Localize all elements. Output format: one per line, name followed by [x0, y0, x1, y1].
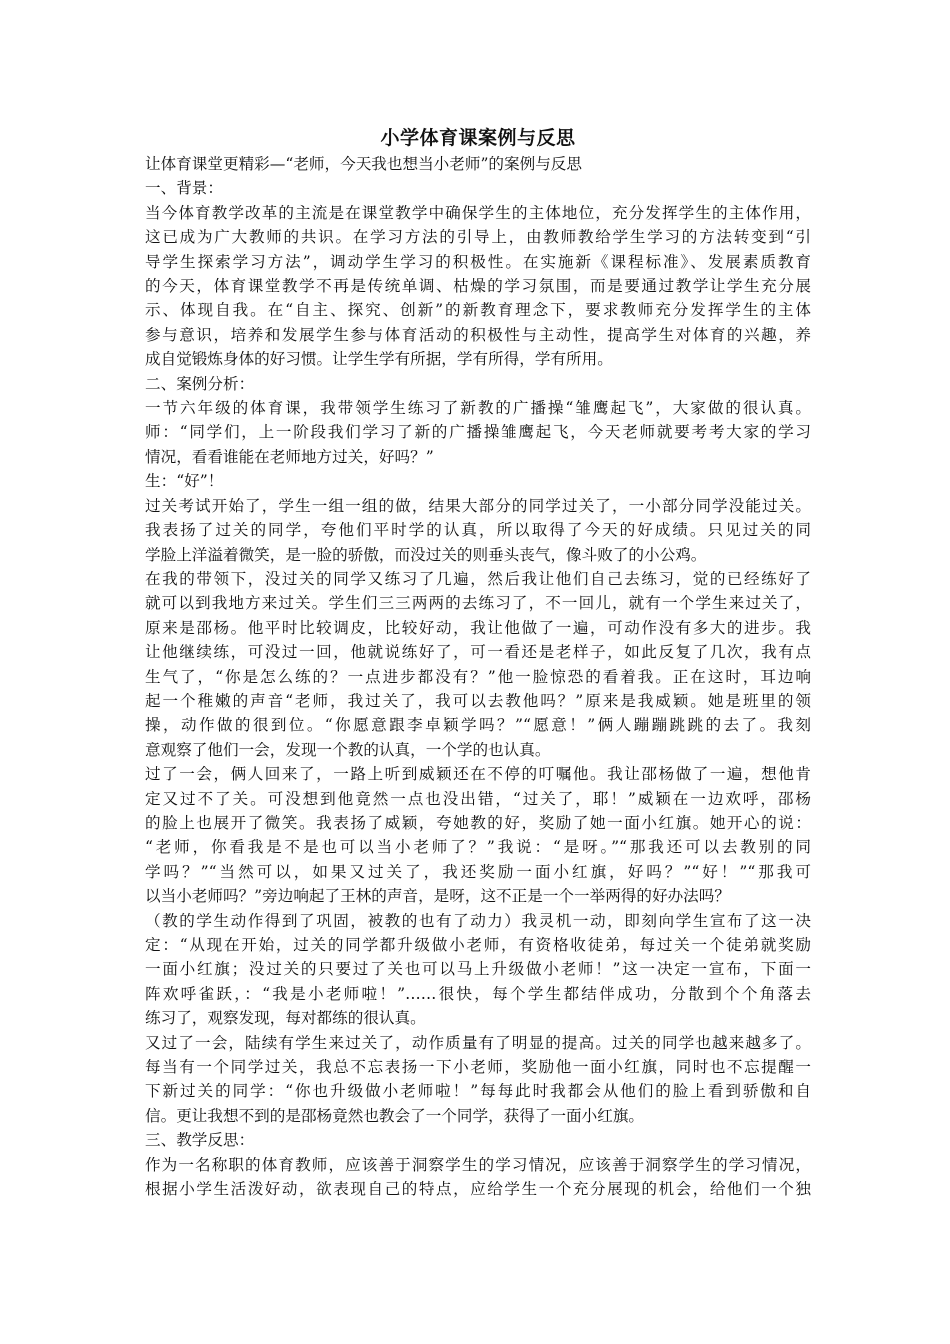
text-line: 生：“好”！ [145, 472, 224, 491]
text-line: 导学生探索学习方法”，调动学生学习的积极性。在实施新《课程标准》、发展素质教育 [145, 252, 811, 271]
text-line: 的今天，体育课堂教学不再是传统单调、枯燥的学习氛围，而是要通过教学让学生充分展 [145, 277, 811, 296]
text-line: 一面小红旗；没过关的只要过了关也可以马上升级做小老师！”这一决定一宣布，下面一 [145, 960, 811, 979]
text-line: 又过了一会，陆续有学生来过关了，动作质量有了明显的提高。过关的同学也越来越多了。 [145, 1033, 811, 1052]
text-line: 学脸上洋溢着微笑，是一脸的骄傲，而没过关的则垂头丧气，像斗败了的小公鸡。 [145, 545, 707, 564]
text-line: 一节六年级的体育课，我带领学生练习了新教的广播操“雏鹰起飞”，大家做的很认真。 [145, 399, 811, 418]
text-line: 信。更让我想不到的是邵杨竟然也教会了一个同学，获得了一面小红旗。 [145, 1106, 645, 1125]
text-line: 当今体育教学改革的主流是在课堂教学中确保学生的主体地位，充分发挥学生的主体作用， [145, 203, 811, 222]
text-line: 成自觉锻炼身体的好习惯。让学生学有所据，学有所得，学有所用。 [145, 350, 613, 369]
text-line: 原来是邵杨。他平时比较调皮，比较好动，我让他做了一遍，可动作没有多大的进步。我 [145, 618, 811, 637]
text-line: 示、体现自我。在“自主、探究、创新”的新教育理念下，要求教师充分发挥学生的主体 [145, 301, 811, 320]
text-line: 就可以到我地方来过关。学生们三三两两的去练习了，不一回儿，就有一个学生来过关了， [145, 594, 811, 613]
text-line: （教的学生动作得到了巩固，被教的也有了动力）我灵机一动，即刻向学生宣布了这一决 [145, 911, 811, 930]
text-line: 三、教学反思： [145, 1131, 255, 1150]
text-line: 阵欢呼雀跃，：“我是小老师啦！”……很快，每个学生都结伴成功，分散到个个角落去 [145, 984, 811, 1003]
text-line: 二、案例分析： [145, 374, 255, 393]
text-line: 每当有一个同学过关，我总不忘表扬一下小老师，奖励他一面小红旗，同时也不忘提醒一 [145, 1058, 811, 1077]
document-body [145, 152, 811, 1201]
text-line: 我表扬了过关的同学，夸他们平时学的认真，所以取得了今天的好成绩。只见过关的同 [145, 521, 811, 540]
text-line: 定：“从现在开始，过关的同学都升级做小老师，有资格收徒弟，每过关一个徒弟就奖励 [145, 936, 811, 954]
text-line: 意观察了他们一会，发现一个教的认真，一个学的也认真。 [145, 740, 551, 759]
text-line: 下新过关的同学：“你也升级做小老师啦！”每每此时我都会从他们的脸上看到骄傲和自 [145, 1082, 811, 1101]
text-line: 情况，看看谁能在老师地方过关，好吗？” [145, 447, 434, 466]
text-line: 学吗？”“当然可以，如果又过关了，我还奖励一面小红旗，好吗？”“好！”“那我可 [145, 862, 811, 881]
text-line: 师：“同学们，上一阶段我们学习了新的广播操雏鹰起飞，今天老师就要考考大家的学习 [145, 423, 811, 442]
document-page [145, 125, 811, 1201]
text-line: 起一个稚嫩的声音“老师，我过关了，我可以去教他吗？”原来是我威颖。她是班里的领 [145, 691, 811, 710]
text-line: 操，动作做的很到位。“你愿意跟李卓颖学吗？”“愿意！”俩人蹦蹦跳跳的去了。我刻 [145, 716, 811, 735]
text-line: 过了一会，俩人回来了，一路上听到威颖还在不停的叮嘱他。我让邵杨做了一遍，想他肯 [145, 765, 811, 784]
text-line: 生气了，“你是怎么练的？一点进步都没有？”他一脸惊恐的看着我。正在这时，耳边响 [145, 667, 811, 686]
text-line: 让他继续练，可没过一回，他就说练好了，可一看还是老样子，如此反复了几次，我有点 [145, 643, 811, 662]
text-line: 让体育课堂更精彩—“老师，今天我也想当小老师”的案例与反思 [145, 155, 582, 173]
text-line: 作为一名称职的体育教师，应该善于洞察学生的学习情况，应该善于洞察学生的学习情况， [145, 1155, 811, 1174]
text-line: 参与意识，培养和发展学生参与体育活动的积极性与主动性，提高学生对体育的兴趣，养 [145, 325, 811, 344]
text-line: 一、背景： [145, 179, 223, 198]
text-line: 在我的带领下，没过关的同学又练习了几遍，然后我让他们自己去练习，觉的已经练好了 [145, 569, 811, 588]
text-line: 的脸上也展开了微笑。我表扬了威颖，夸她教的好，奖励了她一面小红旗。她开心的说： [145, 813, 811, 832]
text-line: 这已成为广大教师的共识。在学习方法的引导上，由教师教给学生学习的方法转变到“引 [145, 228, 811, 247]
text-line: 定又过不了关。可没想到他竟然一点也没出错，“过关了，耶！”威颖在一边欢呼，邵杨 [145, 789, 811, 808]
text-line: 根据小学生活泼好动，欲表现自己的特点，应给学生一个充分展现的机会，给他们一个独 [145, 1180, 811, 1199]
text-line: 以当小老师吗？”旁边响起了王林的声音，是呀，这不正是一个一举两得的好办法吗？ [145, 887, 730, 906]
text-line: “老师，你看我是不是也可以当小老师了？”我说：“是呀。”“那我还可以去教别的同 [145, 838, 811, 857]
text-line: 过关考试开始了，学生一组一组的做，结果大部分的同学过关了，一小部分同学没能过关。 [145, 496, 811, 515]
text-line: 练习了，观察发现，每对都练的很认真。 [145, 1009, 426, 1028]
document-title: 小学体育课案例与反思 [380, 127, 576, 149]
